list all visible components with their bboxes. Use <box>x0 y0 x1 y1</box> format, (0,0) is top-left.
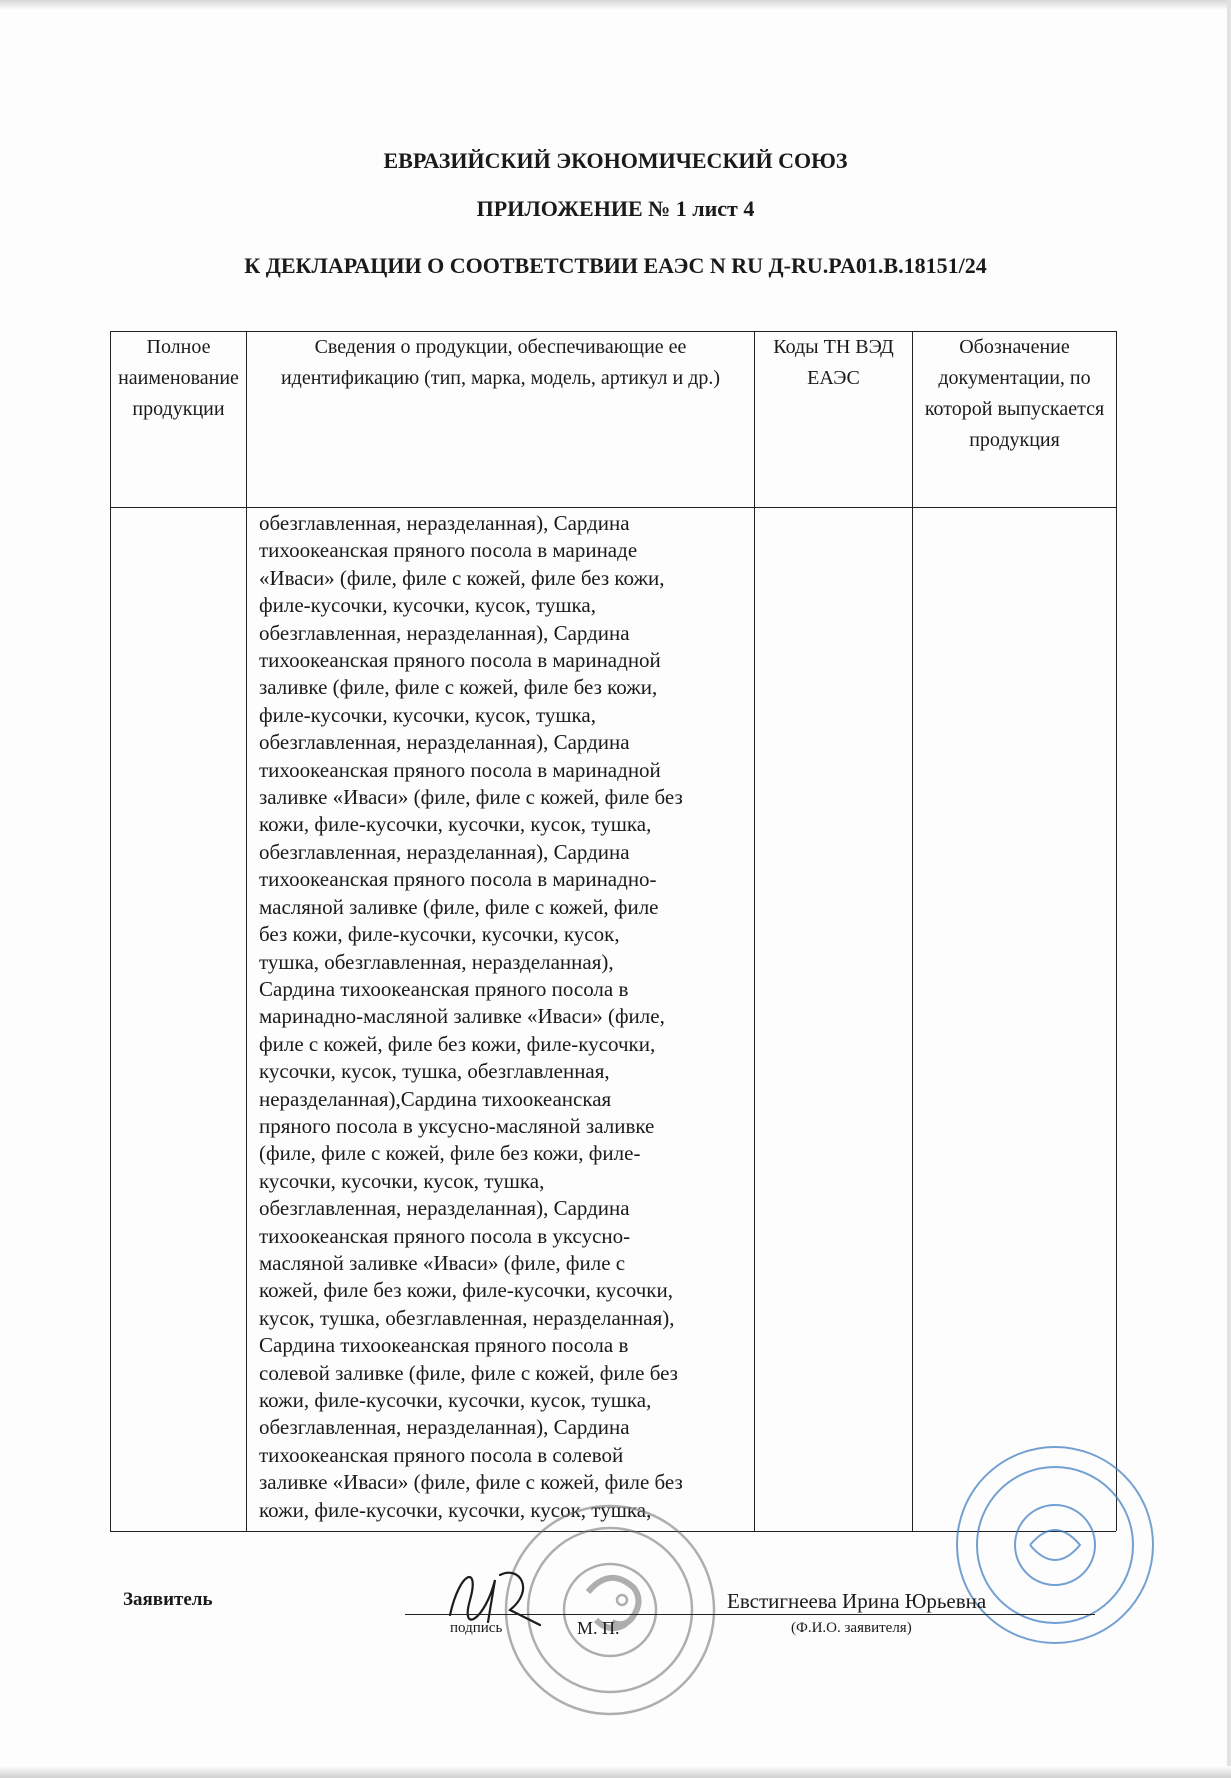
applicant-name: Евстигнеева Ирина Юрьевна <box>727 1589 987 1613</box>
info-line: обезглавленная, неразделанная), Сардина <box>259 1415 630 1440</box>
info-line: заливке (филе, филе с кожей, филе без кожи, <box>259 675 658 700</box>
header-cell-documentation: Обозначение документации, по которой выпускается продукция <box>913 332 1117 508</box>
info-line: (филе, филе с кожей, филе без кожи, филе- <box>259 1141 641 1166</box>
info-line: тихоокеанская пряного посола в маринадной <box>259 648 661 673</box>
blue-certification-stamp <box>950 1440 1160 1650</box>
info-line: тихоокеанская пряного посола в маринаде <box>259 538 638 563</box>
header-cell-codes: Коды ТН ВЭД ЕАЭС <box>755 332 913 508</box>
info-line: кожей, филе без кожи, филе-кусочки, кусочки, <box>259 1278 673 1303</box>
info-line: солевой заливке (филе, филе с кожей, филе без <box>259 1360 678 1385</box>
info-line: без кожи, филе-кусочки, кусочки, кусок, <box>259 922 620 947</box>
cell-product-info <box>247 508 755 1532</box>
scan-edge-top <box>0 0 1231 10</box>
info-line: масляной заливке «Иваси» (филе, филе с <box>259 1250 626 1275</box>
info-line: обезглавленная, неразделанная), Сардина <box>259 1196 630 1221</box>
info-line: пряного посола в уксусно-масляной заливке <box>259 1113 655 1138</box>
signature-caption: подпись <box>450 1620 503 1636</box>
info-line: неразделанная),Сардина тихоокеанская <box>259 1086 612 1111</box>
product-info-text <box>247 508 754 1524</box>
info-line: тихоокеанская пряного посола в маринадно- <box>259 867 657 892</box>
appendix-title: ПРИЛОЖЕНИЕ № 1 лист 4 <box>476 196 755 221</box>
stamp-caption: М. П. <box>577 1618 620 1638</box>
applicant-label: Заявитель <box>123 1589 213 1610</box>
info-line: обезглавленная, неразделанная), Сардина <box>259 511 630 535</box>
info-line: кожи, филе-кусочки, кусочки, кусок, тушка, <box>259 812 652 837</box>
cell-codes <box>755 508 913 1532</box>
header-cell-product-info: Сведения о продукции, обеспечивающие ее идентификацию (тип, марка, модель, артикул и др.) <box>247 332 755 508</box>
info-line: обезглавленная, неразделанная), Сардина <box>259 839 630 864</box>
info-line: маринадно-масляной заливке «Иваси» (филе, <box>259 1004 665 1029</box>
info-line: Сардина тихоокеанская пряного посола в <box>259 1333 629 1358</box>
info-line: заливке «Иваси» (филе, филе с кожей, филе без <box>259 785 683 810</box>
info-line: филе-кусочки, кусочки, кусок, тушка, <box>259 593 596 618</box>
union-title: ЕВРАЗИЙСКИЙ ЭКОНОМИЧЕСКИЙ СОЮЗ <box>383 148 848 173</box>
info-line: тихоокеанская пряного посола в уксусно- <box>259 1223 631 1248</box>
product-table <box>110 331 1117 1531</box>
cell-product-name <box>111 508 247 1532</box>
info-line: тихоокеанская пряного посола в маринадной <box>259 757 661 782</box>
info-line: кусок, тушка, обезглавленная, неразделанная), <box>259 1305 675 1330</box>
info-line: обезглавленная, неразделанная), Сардина <box>259 730 630 755</box>
info-line: обезглавленная, неразделанная), Сардина <box>259 620 630 645</box>
table-header-row <box>111 332 1117 508</box>
info-line: филе с кожей, филе без кожи, филе-кусочки, <box>259 1031 656 1056</box>
info-line: кожи, филе-кусочки, кусочки, кусок, тушка, <box>259 1497 652 1522</box>
info-line: заливке «Иваси» (филе, филе с кожей, филе без <box>259 1470 683 1495</box>
header-cell-product-name: Полное наименование продукции <box>111 332 247 508</box>
info-line: масляной заливке (филе, филе с кожей, филе <box>259 894 659 919</box>
fio-caption: (Ф.И.О. заявителя) <box>791 1620 912 1636</box>
info-line: кусочки, кусочки, кусок, тушка, <box>259 1168 545 1193</box>
info-line: «Иваси» (филе, филе с кожей, филе без кожи, <box>259 565 665 590</box>
info-line: кусочки, кусок, тушка, обезглавленная, <box>259 1059 610 1084</box>
info-line: филе-кусочки, кусочки, кусок, тушка, <box>259 702 596 727</box>
info-line: кожи, филе-кусочки, кусочки, кусок, тушка, <box>259 1388 652 1412</box>
declaration-title: К ДЕКЛАРАЦИИ О СООТВЕТСТВИИ ЕАЭС N RU Д-RU.PA01.B.18151/24 <box>244 253 987 278</box>
signature-line <box>405 1614 1095 1615</box>
info-line: Сардина тихоокеанская пряного посола в <box>259 976 629 1001</box>
cell-documentation <box>913 508 1117 1532</box>
info-line: тихоокеанская пряного посола в солевой <box>259 1442 624 1467</box>
table-row <box>111 508 1117 1532</box>
scan-edge-bottom <box>0 1766 1231 1778</box>
info-line: тушка, обезглавленная, неразделанная), <box>259 949 614 974</box>
